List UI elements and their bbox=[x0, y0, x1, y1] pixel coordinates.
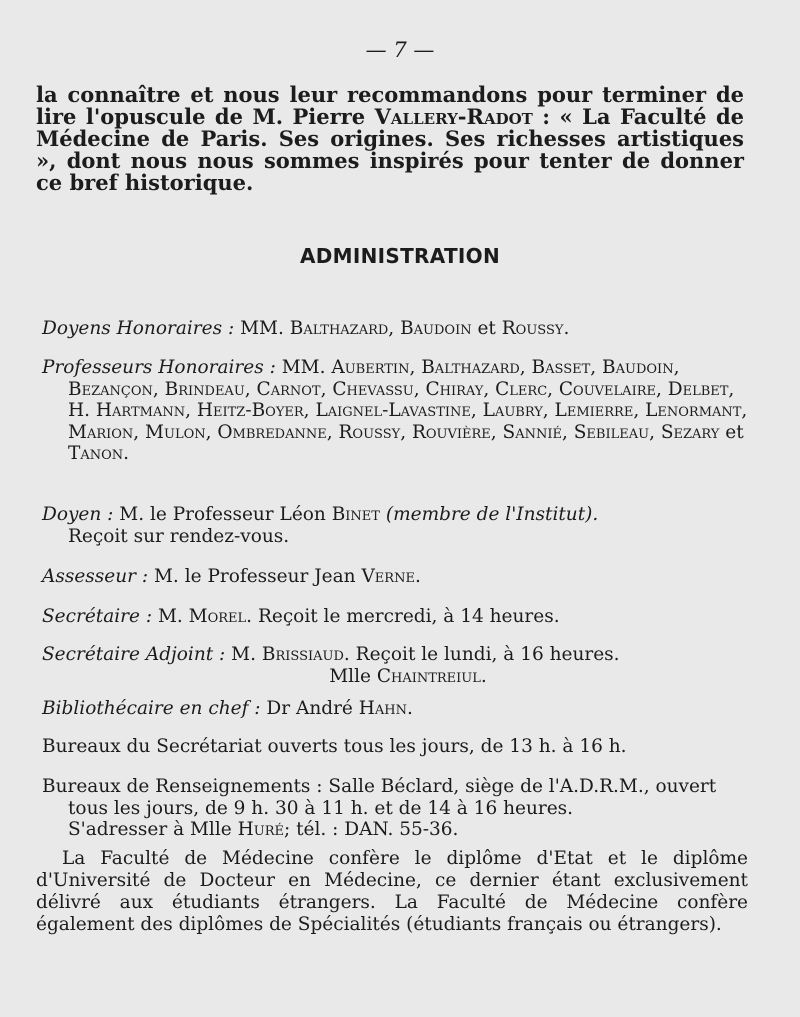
entry-last-name: Roussy. bbox=[501, 318, 570, 339]
entry-name: Huré bbox=[237, 819, 284, 840]
bureaux-secretariat-entry: Bureaux du Secrétariat ouverts tous les jours, de 13 h. à 16 h. bbox=[42, 736, 627, 757]
intro-text-end: : « La Faculté de Médecine de Paris. Ses origines. Ses richesses artistiques », dont nous nous sommes inspirés pour tenter de donner ce bref historique. bbox=[36, 104, 744, 195]
entry-label: Bibliothécaire en chef : bbox=[42, 698, 261, 719]
intro-paragraph bbox=[36, 84, 744, 194]
final-paragraph: La Faculté de Médecine confère le diplôme d'Etat et le diplôme d'Université de Docteur en Médecine, ce dernier étant exclusivement délivré aux étudiants étrangers. La Faculté de Médecine confère également des diplômes de Spécialités (étudiants français ou étrangers). bbox=[36, 848, 748, 935]
entry-suffix: ; tél. : DAN. 55-36. bbox=[283, 819, 459, 840]
entry-label: Doyens Honoraires : bbox=[42, 318, 235, 339]
intro-author: Vallery-Radot bbox=[374, 104, 533, 129]
entry-joiner: et bbox=[471, 318, 502, 339]
entry-prefix: MM. bbox=[234, 318, 290, 339]
entry-name: Chaintreiul. bbox=[376, 665, 487, 687]
entry-name: Morel. bbox=[188, 606, 253, 627]
bureaux-renseignements-entry bbox=[42, 776, 748, 841]
entry-label: Secrétaire Adjoint : bbox=[42, 644, 226, 665]
entry-names: Aubertin, Balthazard, Basset, Baudoin, Bezançon, Brindeau, Carnot, Chevassu, Chiray, Clerc, Couvelaire, Delbet, H. Hartmann, Heitz-Boyer, Laignel-Lavastine, Laubry, Lemierre, Lenormant, Marion, Mulon, Ombredanne, Roussy, Rouvière, Sannié, Sebileau, Sezary bbox=[68, 357, 748, 443]
entry-note: (membre de l'Institut). bbox=[379, 504, 599, 525]
entry-second-line: Reçoit sur rendez-vous. bbox=[68, 525, 290, 547]
entry-prefix: S'adresser à Mlle bbox=[68, 819, 238, 840]
secretaire-adjoint-entry bbox=[42, 644, 748, 687]
entry-name: Brissiaud. bbox=[261, 644, 350, 665]
entry-names: Balthazard, Baudoin bbox=[289, 318, 472, 339]
entry-label: Professeurs Honoraires : bbox=[42, 357, 276, 378]
entry-label: Doyen : bbox=[42, 504, 114, 525]
entry-name: Binet bbox=[331, 504, 380, 525]
bibliothecaire-entry bbox=[42, 698, 748, 720]
page-number: — 7 — bbox=[365, 38, 435, 62]
secretaire-entry bbox=[42, 606, 748, 628]
entry-text: Bureaux de Renseignements : Salle Béclard, siège de l'A.D.R.M., ouvert tous les jours, de 9 h. 30 à 11 h. et de 14 à 16 heures. bbox=[42, 776, 717, 819]
entry-prefix: MM. bbox=[275, 357, 332, 378]
entry-text: Dr André bbox=[260, 698, 359, 719]
entry-hours: Reçoit le lundi, à 16 heures. bbox=[349, 644, 620, 665]
professeurs-honoraires-entry bbox=[42, 357, 748, 465]
entry-name: Verne. bbox=[361, 566, 421, 587]
doyens-honoraires-entry bbox=[42, 318, 748, 340]
entry-label: Assesseur : bbox=[42, 566, 149, 587]
entry-text: M. bbox=[225, 644, 262, 665]
doyen-entry bbox=[42, 504, 748, 547]
entry-label: Secrétaire : bbox=[42, 606, 153, 627]
entry-name: Hahn. bbox=[358, 698, 413, 719]
assesseur-entry bbox=[42, 566, 748, 588]
entry-text: M. bbox=[152, 606, 189, 627]
entry-text: M. le Professeur Léon bbox=[113, 504, 332, 525]
entry-second-line bbox=[68, 666, 748, 688]
intro-text-start: la connaître et nous leur recommandons pour terminer de lire l'opuscule de M. Pierre bbox=[36, 82, 744, 129]
section-heading: ADMINISTRATION bbox=[299, 244, 500, 268]
entry-last-name: Tanon. bbox=[68, 443, 130, 464]
entry-joiner: et bbox=[719, 421, 744, 443]
entry-prefix: Mlle bbox=[329, 665, 377, 687]
entry-hours: Reçoit le mercredi, à 14 heures. bbox=[252, 606, 560, 627]
entry-text: M. le Professeur Jean bbox=[148, 566, 362, 587]
